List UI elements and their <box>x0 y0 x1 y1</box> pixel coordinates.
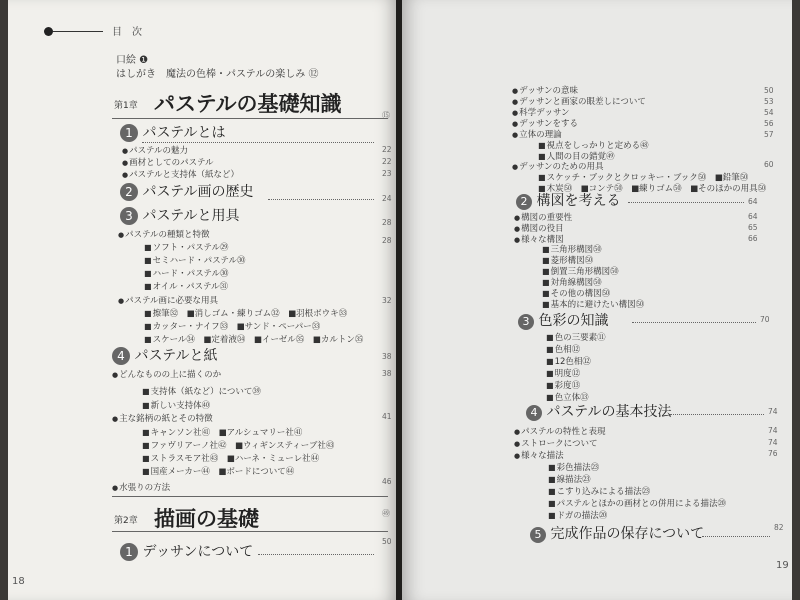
list-item: ■ 基本的に避けたい構図㊿ <box>542 298 644 310</box>
sub-page: 28 <box>382 236 392 245</box>
chapter1-title: パステルの基礎知識 <box>154 92 342 116</box>
list-item: ■ 倒置三角形構図㊿ <box>542 265 619 277</box>
chapter2-rule <box>112 496 388 497</box>
list-item: ■ 色の三要素⑪ <box>546 331 606 343</box>
list-item: ■ 三角形構図㊿ <box>542 243 602 255</box>
section-title: デッサンについて <box>142 544 254 560</box>
sub-page: 76 <box>768 449 778 458</box>
sub-page: 22 <box>382 157 392 166</box>
section-page: 28 <box>382 218 392 227</box>
section-number-badge: 4 <box>526 405 542 421</box>
intro-preface: はしがき 魔法の色棒・パステルの楽しみ ⑫ <box>116 69 319 80</box>
sub-item: ● 科学デッサン <box>512 106 570 118</box>
section-title: パステル画の歴史 <box>142 184 254 200</box>
sub-item: ● デッサンの意味 <box>512 84 578 96</box>
list-item: ■ 視点をしっかりと定める㊽ <box>538 139 649 151</box>
section-number-badge: 2 <box>120 183 138 201</box>
list-item: ■ 菱形構図㊿ <box>542 254 593 266</box>
sub-page: 65 <box>748 223 758 232</box>
section-1-ch2 <box>120 541 253 561</box>
intro-frontispiece: 口絵 ❶ <box>116 55 149 66</box>
sub-item: ● 構図の役目 <box>514 222 564 234</box>
list-item: ■ 色相⑫ <box>546 343 580 355</box>
section-number-badge: 5 <box>530 527 546 543</box>
list-item: ■ セミハード・パステル㉚ <box>144 254 245 266</box>
sub-page: 54 <box>764 108 774 117</box>
list-item: ■ ストラスモア社㊸ ■ハーネ・ミューレ社㊹ <box>142 452 319 464</box>
sub-item: ● デッサンのための用具 <box>512 160 604 172</box>
sub-page: 32 <box>382 296 392 305</box>
section-1 <box>120 122 225 142</box>
list-item: ■ スケール㉞ ■定着液㉞ ■イーゼル㉟ ■カルトン㉟ <box>144 333 363 345</box>
section-title: パステルと用具 <box>142 208 240 224</box>
left-page <box>8 0 398 600</box>
sub-item: ● 立体の理論 <box>512 128 562 140</box>
sub-page: 46 <box>382 477 392 486</box>
list-item: ■ ドガの描法⑳ <box>548 509 607 521</box>
list-item: ■ 対角線構図㊿ <box>542 276 602 288</box>
list-item: ■ ファヴリアーノ社㊷ ■ウィギンスティーブ社㊸ <box>142 439 334 451</box>
section-page: 50 <box>382 537 392 546</box>
sub-item: ● パステルの種類と特徴 <box>118 228 210 240</box>
chapter2-page: ㊾ <box>382 509 390 518</box>
list-item: ■ その他の構図㊿ <box>542 287 610 299</box>
sub-item: ● どんなものの上に描くのか <box>112 368 221 380</box>
sub-page: 50 <box>764 86 774 95</box>
section-number-badge: 1 <box>120 124 138 142</box>
section-page: 64 <box>748 197 758 206</box>
section-number-badge: 2 <box>516 194 532 210</box>
list-item: ■ ソフト・パステル㉙ <box>144 241 228 253</box>
list-item: ■ 彩度⑬ <box>546 379 580 391</box>
list-item: ■ 明度⑫ <box>546 367 580 379</box>
section-2 <box>120 181 253 201</box>
section-4 <box>112 345 217 365</box>
list-item: ■ 人間の目の錯覚㊾ <box>538 150 615 162</box>
section-page: 82 <box>774 523 784 532</box>
sub-item: ● 水張りの方法 <box>112 481 170 493</box>
header-dot-icon <box>44 27 53 36</box>
sub-item: ● 様々な構図 <box>514 233 564 245</box>
sub-item: ● 画材としてのパステル <box>122 156 214 168</box>
sub-page: 57 <box>764 130 774 139</box>
list-item: ■ 擦筆㉜ ■消しゴム・練りゴム㉜ ■羽根ボウキ㉝ <box>144 307 347 319</box>
sub-item: ● パステルの魅力 <box>122 144 188 156</box>
list-item: ■ ハード・パステル㉚ <box>144 267 228 279</box>
list-item: ■ 国産メーカー㊹ ■ボードについて㊹ <box>142 465 294 477</box>
section-title: パステルとは <box>142 125 226 141</box>
sub-item: ● ストロークについて <box>514 437 597 449</box>
sub-page: 66 <box>748 234 758 243</box>
list-item: ■ 12色相⑫ <box>546 355 591 367</box>
section-title: パステルの基本技法 <box>546 404 672 420</box>
section-number-badge: 3 <box>518 314 534 330</box>
sub-page: 53 <box>764 97 774 106</box>
list-item: ■ 色立体⑬ <box>546 391 589 403</box>
list-item: ■ 新しい支持体㊵ <box>142 399 210 411</box>
right-page <box>402 0 792 600</box>
section-page: 74 <box>768 407 778 416</box>
sub-item: ● パステル画に必要な用具 <box>118 294 218 306</box>
section-page: 70 <box>760 315 770 324</box>
section-5-right <box>530 523 704 543</box>
section-title: 色彩の知識 <box>538 313 609 329</box>
sub-item: ● 様々な描法 <box>514 449 564 461</box>
sub-item: ● デッサンと画家の眼差しについて <box>512 95 646 107</box>
list-item: ■ キャンソン社㊶ ■アルシュマリー社㊶ <box>142 426 302 438</box>
list-item: ■ 線描法㉓ <box>548 473 591 485</box>
toc-header: 目 次 <box>112 27 142 38</box>
sub-page: 74 <box>768 426 778 435</box>
sub-page: 22 <box>382 145 392 154</box>
sub-page: 74 <box>768 438 778 447</box>
list-item: ■ スケッチ・ブックとクロッキー・ブック㊿ ■鉛筆㊿ <box>538 171 748 183</box>
section-number-badge: 4 <box>112 347 130 365</box>
chapter1-rule <box>112 118 388 119</box>
section-2-right <box>516 190 620 210</box>
section-number-badge: 1 <box>120 543 138 561</box>
sub-item: ● 主な銘柄の紙とその特徴 <box>112 412 213 424</box>
list-item: ■ パステルとほかの画材との併用による描法⑳ <box>548 497 726 509</box>
list-item: ■ こすり込みによる描法㉓ <box>548 485 650 497</box>
sub-page: 41 <box>382 412 392 421</box>
chapter2-label: 第2章 <box>114 516 138 526</box>
section-title: パステルと紙 <box>134 348 218 364</box>
chapter2-title: 描画の基礎 <box>154 507 259 531</box>
sub-item: ● デッサンをする <box>512 117 578 129</box>
section-title: 構図を考える <box>536 193 621 209</box>
section-4-right <box>526 401 671 421</box>
sub-page: 56 <box>764 119 774 128</box>
list-item: ■ オイル・パステル㉛ <box>144 280 228 292</box>
list-item: ■ 支持体（紙など）について㊴ <box>142 385 261 397</box>
sub-item: ● 構図の重要性 <box>514 211 572 223</box>
chapter1-label: 第1章 <box>114 101 138 111</box>
section-title: 完成作品の保存について <box>550 526 705 542</box>
sub-page: 38 <box>382 369 392 378</box>
header-rule <box>53 31 103 32</box>
sub-item: ● パステルの特性と表現 <box>514 425 606 437</box>
sub-page: 64 <box>748 212 758 221</box>
list-item: ■ 木炭㊿ ■コンテ㊿ ■練りゴム㊿ ■そのほかの用具㊿ <box>538 182 766 194</box>
sub-page: 60 <box>764 160 774 169</box>
section-number-badge: 3 <box>120 207 138 225</box>
section-page: 38 <box>382 352 392 361</box>
chapter1-page: ⑮ <box>382 111 390 120</box>
list-item: ■ カッター・ナイフ㉝ ■サンド・ペーパー㉝ <box>144 320 320 332</box>
section-3 <box>120 205 239 225</box>
section-3-right <box>518 310 608 330</box>
section-page: 24 <box>382 194 392 203</box>
sub-page: 23 <box>382 169 392 178</box>
sub-item: ● パステルと支持体（紙など） <box>122 168 239 180</box>
page-number-right: 19 <box>776 560 789 571</box>
page-number-left: 18 <box>12 576 25 587</box>
list-item: ■ 彩色描法㉓ <box>548 461 599 473</box>
